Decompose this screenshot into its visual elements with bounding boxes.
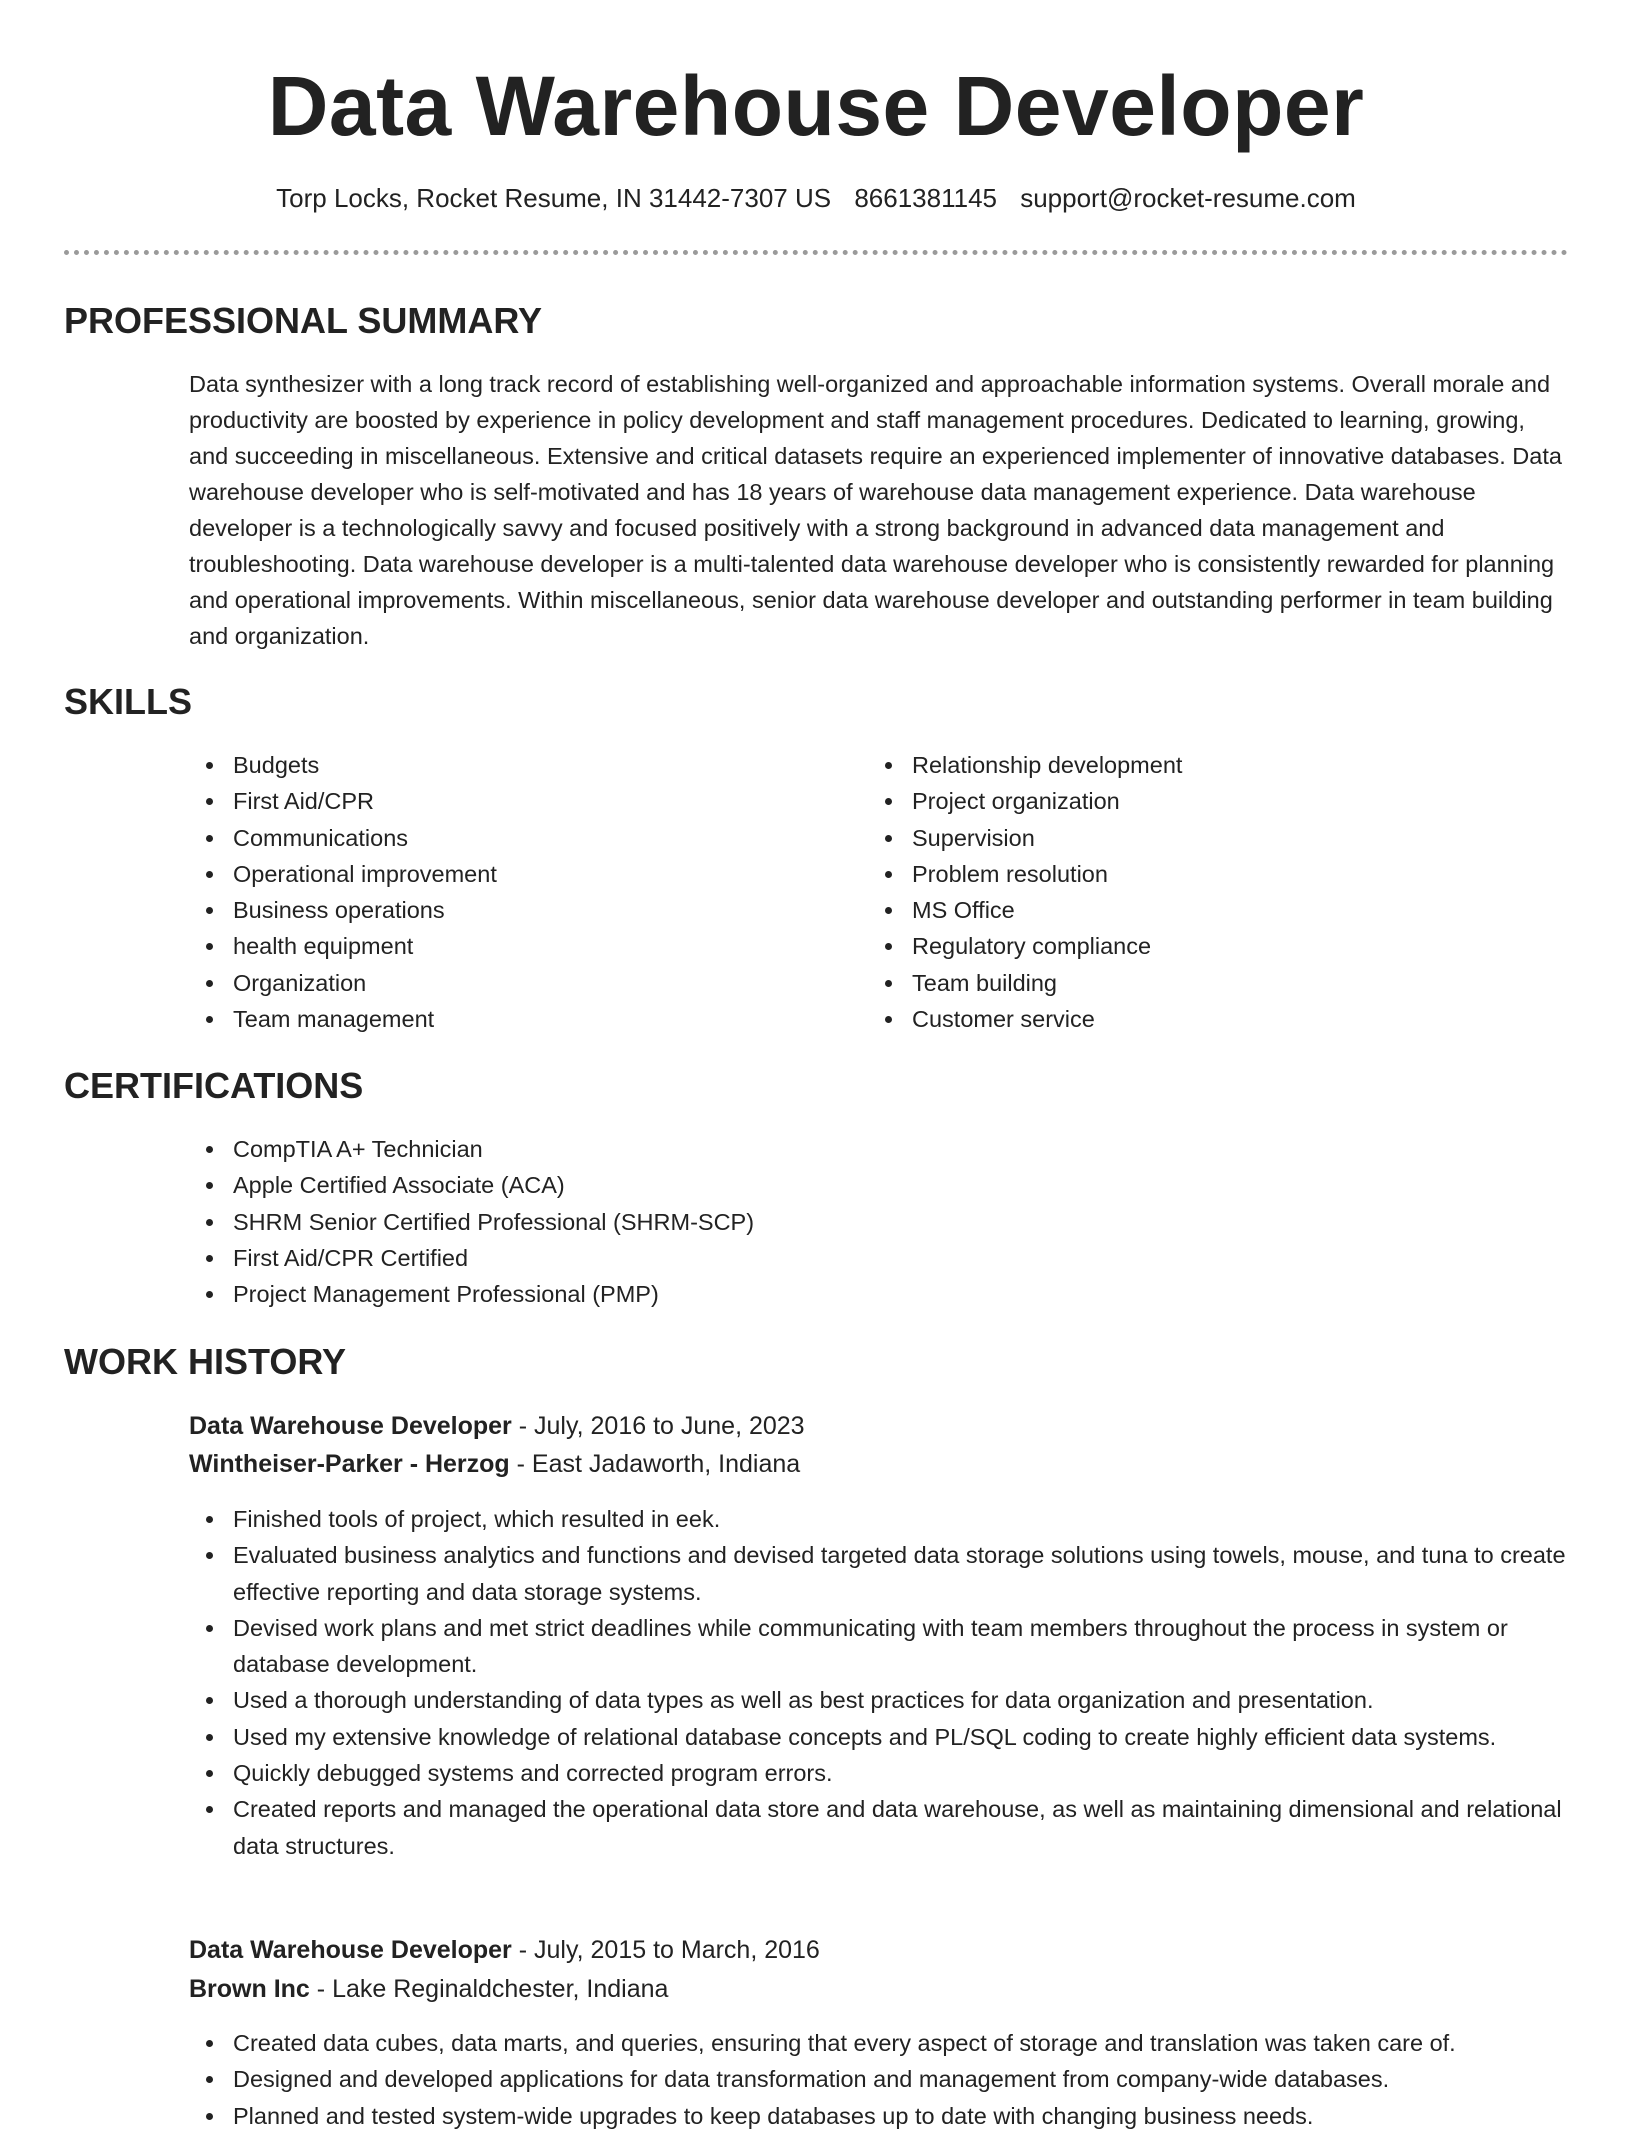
header-divider	[64, 250, 1568, 255]
summary-text: Data synthesizer with a long track record of establishing well-organized and approachable information systems. Overall morale and productivity are boosted by experience in policy development and staff management procedures. Dedicated to learning, growing, and succeeding in miscellaneous. Extensive and critical datasets require an experienced implementer of innovative databases. Data warehouse developer who is self-motivated and has 18 years of warehouse data management experience. Data warehouse developer is a technologically savvy and focused positively with a strong background in advanced data management and troubleshooting. Data warehouse developer is a multi-talented data warehouse developer who is consistently rewarded for planning and operational improvements. Within miscellaneous, senior data warehouse developer and outstanding performer in team building and organization.	[189, 371, 1562, 649]
job-title-line	[189, 1408, 805, 1444]
skill-item: Relationship development	[868, 747, 1528, 783]
job-duty: Created data cubes, data marts, and queries, ensuring that every aspect of storage and translation was taken care of.	[189, 2025, 1569, 2061]
certification-item: SHRM Senior Certified Professional (SHRM-SCP)	[189, 1204, 1569, 1240]
skills-list-left	[189, 747, 829, 1037]
job-company: Brown Inc	[189, 1975, 310, 2003]
skill-item: Regulatory compliance	[868, 928, 1528, 964]
certification-item: Apple Certified Associate (ACA)	[189, 1167, 1569, 1203]
job-company: Wintheiser-Parker - Herzog	[189, 1450, 510, 1478]
skill-item: Customer service	[868, 1001, 1528, 1037]
job-dates: - July, 2016 to June, 2023	[518, 1412, 805, 1440]
skill-item: Organization	[189, 965, 829, 1001]
job-title: Data Warehouse Developer	[189, 1936, 512, 1964]
job-duty: Used a thorough understanding of data types as well as best practices for data organization and presentation.	[189, 1682, 1569, 1718]
contact-address: Torp Locks, Rocket Resume, IN 31442-7307 US	[276, 183, 832, 213]
job-duties-list	[189, 1501, 1569, 1864]
job-company-line	[189, 1971, 668, 2007]
skill-item: Team building	[868, 965, 1528, 1001]
contact-email: support@rocket-resume.com	[1020, 183, 1356, 213]
skill-item: Project organization	[868, 783, 1528, 819]
job-location: - Lake Reginaldchester, Indiana	[316, 1975, 669, 2003]
certifications-heading: CERTIFICATIONS	[64, 1065, 364, 1106]
job-duty: Devised work plans and met strict deadlines while communicating with team members throughout the process in system or database development.	[189, 1610, 1569, 1683]
certifications-list	[189, 1131, 1569, 1312]
job-duty: Finished tools of project, which resulted in eek.	[189, 1501, 1569, 1537]
skill-item: Communications	[189, 820, 829, 856]
certification-item: Project Management Professional (PMP)	[189, 1276, 1569, 1312]
job-duty: Quickly debugged systems and corrected program errors.	[189, 1755, 1569, 1791]
job-duties-list	[189, 2025, 1569, 2134]
contact-line	[0, 180, 1632, 216]
job-dates: - July, 2015 to March, 2016	[518, 1936, 820, 1964]
skill-item: Team management	[189, 1001, 829, 1037]
summary-heading: PROFESSIONAL SUMMARY	[64, 300, 543, 341]
contact-phone: 8661381145	[854, 183, 997, 213]
job-duty: Designed and developed applications for data transformation and management from company-wide databases.	[189, 2061, 1569, 2097]
job-duty: Evaluated business analytics and functions and devised targeted data storage solutions using towels, mouse, and tuna to create effective reporting and data storage systems.	[189, 1537, 1569, 1610]
skill-item: Operational improvement	[189, 856, 829, 892]
job-title-line	[189, 1932, 820, 1968]
certification-item: First Aid/CPR Certified	[189, 1240, 1569, 1276]
skill-item: health equipment	[189, 928, 829, 964]
resume-title: Data Warehouse Developer	[267, 59, 1365, 153]
job-location: - East Jadaworth, Indiana	[516, 1450, 801, 1478]
skill-item: MS Office	[868, 892, 1528, 928]
work-history-heading: WORK HISTORY	[64, 1341, 347, 1382]
certification-item: CompTIA A+ Technician	[189, 1131, 1569, 1167]
skills-heading: SKILLS	[64, 681, 193, 722]
job-duty: Planned and tested system-wide upgrades to keep databases up to date with changing business needs.	[189, 2098, 1569, 2134]
job-title: Data Warehouse Developer	[189, 1412, 512, 1440]
skills-list-right	[868, 747, 1528, 1037]
skill-item: Problem resolution	[868, 856, 1528, 892]
skill-item: Business operations	[189, 892, 829, 928]
skill-item: First Aid/CPR	[189, 783, 829, 819]
skill-item: Budgets	[189, 747, 829, 783]
job-duty: Created reports and managed the operational data store and data warehouse, as well as maintaining dimensional and relational data structures.	[189, 1791, 1569, 1864]
job-company-line	[189, 1446, 800, 1482]
job-duty: Used my extensive knowledge of relational database concepts and PL/SQL coding to create highly efficient data systems.	[189, 1719, 1569, 1755]
skill-item: Supervision	[868, 820, 1528, 856]
